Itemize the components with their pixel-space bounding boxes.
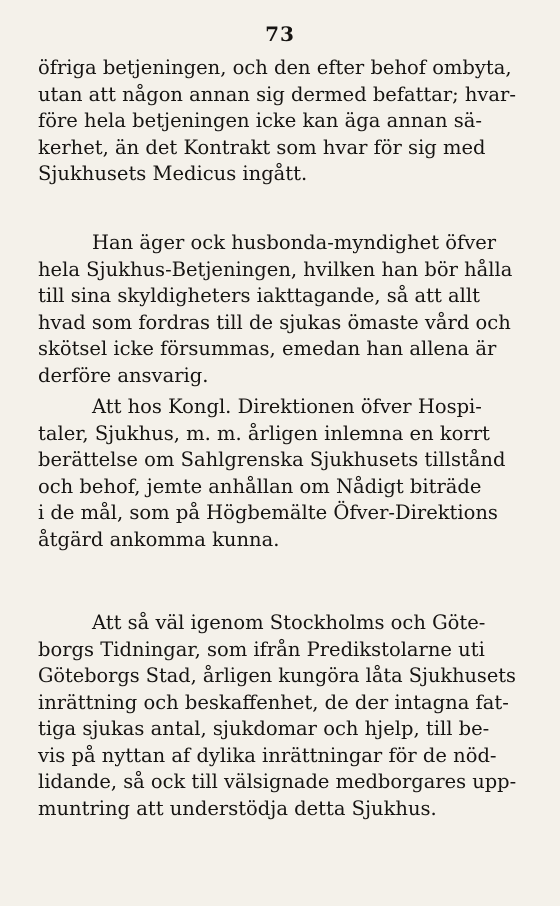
text-line: öfriga betjeningen, och den efter behof ombyta, (38, 56, 512, 79)
text-line: tiga sjukas antal, sjukdomar och hjelp, till be- (38, 717, 490, 740)
text-line: skötsel icke försummas, emedan han allena är (38, 337, 497, 360)
text-line: i de mål, som på Högbemälte Öfver-Direktions (38, 501, 498, 524)
text-line: och behof, jemte anhållan om Nådigt biträde (38, 474, 482, 498)
text-line: Han äger ock husbonda-myndighet öfver (92, 231, 497, 254)
text-line: vis på nyttan af dylika inrättningar för de nöd- (38, 743, 497, 767)
page-number: 73 (265, 22, 295, 46)
paragraph-2 (38, 230, 516, 389)
text-line: inrättning och beskaffenhet, de der intagna fat- (38, 690, 509, 714)
text-line: Att så väl igenom Stockholms och Göte- (92, 611, 486, 634)
text-line: hvad som fordras till de sjukas ömaste vård och (38, 310, 511, 334)
text-line: kerhet, än det Kontrakt som hvar för sig med (38, 135, 486, 159)
text-line: lidande, så ock till välsignade medborgares upp- (38, 770, 517, 793)
text-line: Att hos Kongl. Direktionen öfver Hospi- (92, 395, 482, 418)
text-line: utan att någon annan sig dermed befattar; hvar- (38, 82, 516, 106)
text-line: berättelse om Sahlgrenska Sjukhusets tillstånd (38, 448, 506, 471)
text-line: till sina skyldigheters iakttagande, så att allt (38, 284, 480, 307)
text-line: derföre ansvarig. (38, 363, 209, 387)
text-line: taler, Sjukhus, m. m. årligen inlemna en korrt (38, 421, 490, 445)
text-line: muntring att understödja detta Sjukhus. (38, 796, 437, 820)
text-line: Sjukhusets Medicus ingått. (38, 162, 308, 185)
text-line: åtgärd ankomma kunna. (38, 527, 280, 551)
text-line: hela Sjukhus-Betjeningen, hvilken han bör hålla (38, 257, 513, 281)
paragraph-1 (38, 55, 516, 188)
text-line: före hela betjeningen icke kan äga annan sä- (38, 109, 482, 132)
text-line: borgs Tidningar, som ifrån Predikstolarne uti (38, 637, 485, 661)
paragraph-3 (38, 394, 516, 553)
paragraph-4 (38, 610, 516, 822)
text-line: Göteborgs Stad, årligen kungöra låta Sjukhusets (38, 664, 516, 687)
